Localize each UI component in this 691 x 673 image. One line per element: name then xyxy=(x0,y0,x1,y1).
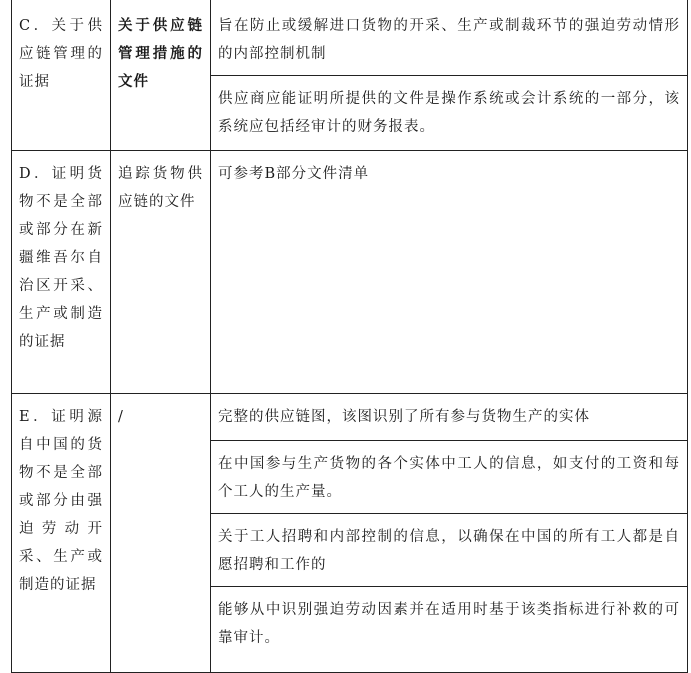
category-cell: D．证明货物不是全部或部分在新疆维吾尔自治区开采、生产或制造的证据 xyxy=(12,150,111,393)
table-row xyxy=(12,0,688,75)
detail-cell: 能够从中识别强迫劳动因素并在适用时基于该类指标进行补救的可靠审计。 xyxy=(211,586,688,672)
detail-cell: 旨在防止或缓解进口货物的开采、生产或制裁环节的强迫劳动情形的内部控制机制 xyxy=(211,0,688,75)
detail-cell: 关于工人招聘和内部控制的信息，以确保在中国的所有工人都是自愿招聘和工作的 xyxy=(211,513,688,586)
category-cell: C．关于供应链管理的证据 xyxy=(12,0,111,150)
table-row xyxy=(12,393,688,440)
evidence-table xyxy=(11,0,688,673)
category-cell: E．证明源自中国的货物不是全部或部分由强迫劳动开采、生产或制造的证据 xyxy=(12,393,111,672)
table-row xyxy=(12,150,688,393)
document-cell: 追踪货物供应链的文件 xyxy=(111,150,211,393)
document-cell: / xyxy=(111,393,211,672)
detail-cell: 完整的供应链图，该图识别了所有参与货物生产的实体 xyxy=(211,393,688,440)
document-cell: 关于供应链管理措施的文件 xyxy=(111,0,211,150)
detail-cell: 供应商应能证明所提供的文件是操作系统或会计系统的一部分，该系统应包括经审计的财务报表。 xyxy=(211,75,688,150)
detail-cell: 可参考B部分文件清单 xyxy=(211,150,688,393)
detail-cell: 在中国参与生产货物的各个实体中工人的信息，如支付的工资和每个工人的生产量。 xyxy=(211,440,688,513)
